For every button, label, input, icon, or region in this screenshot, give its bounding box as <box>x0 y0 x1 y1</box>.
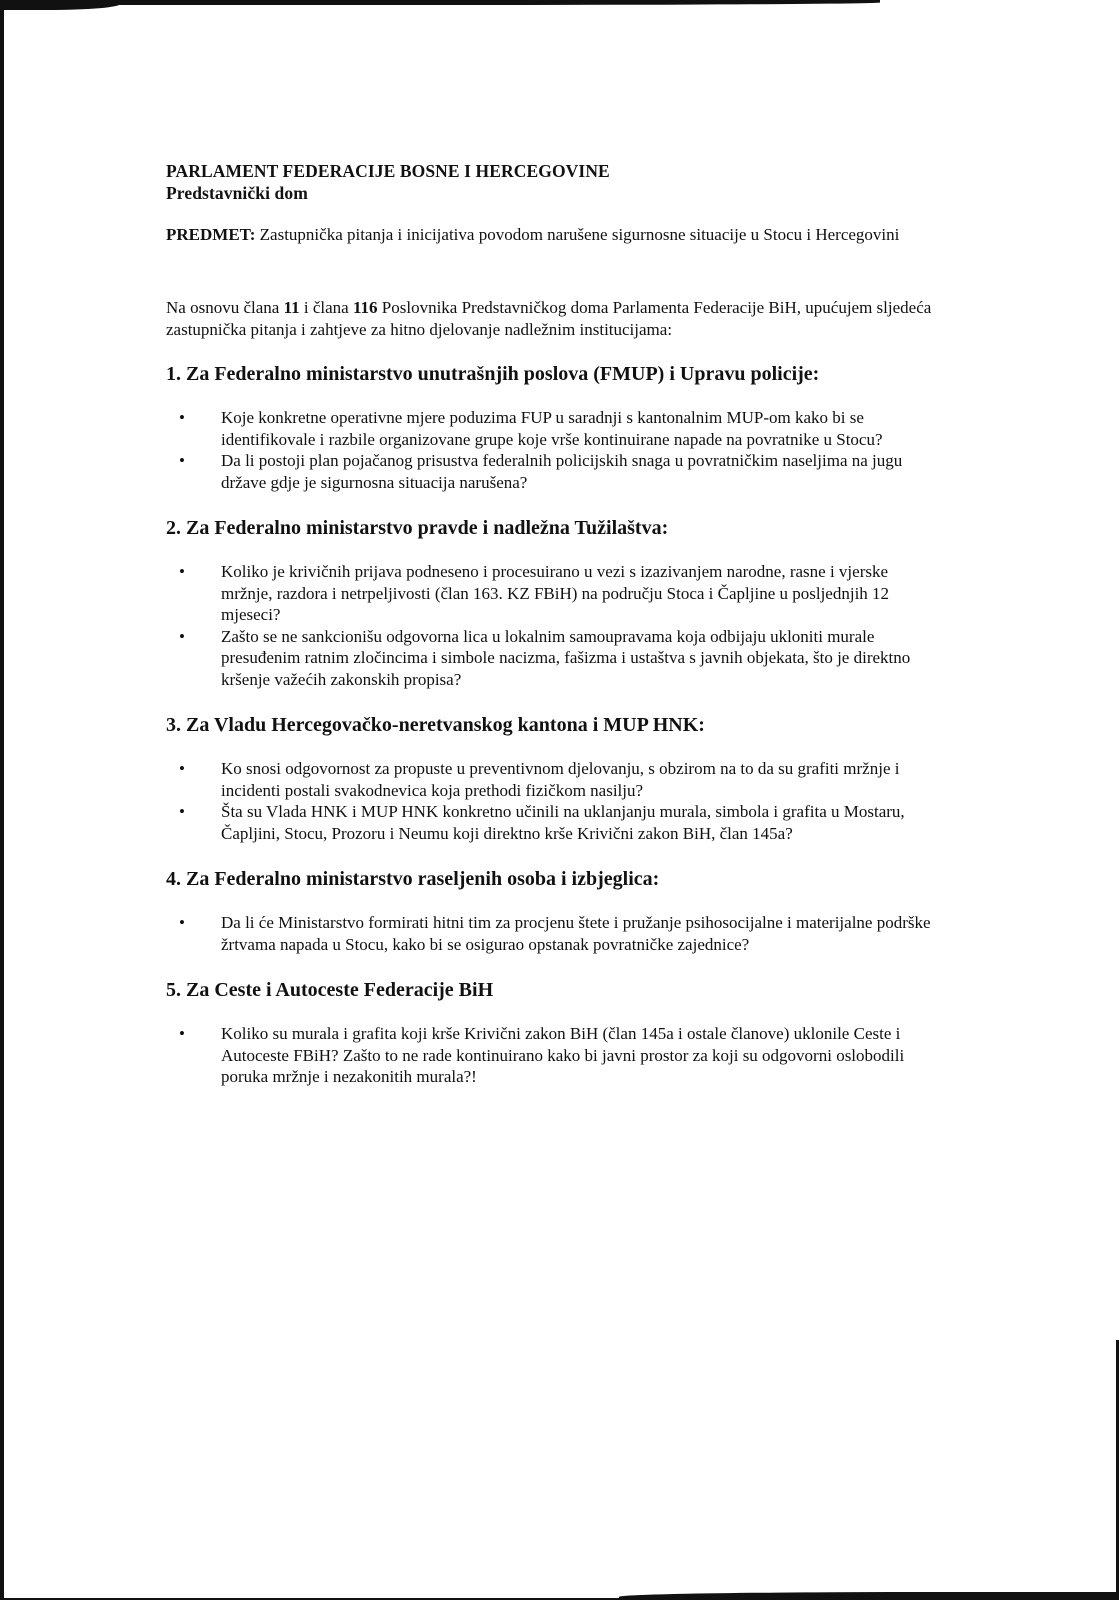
subject-line <box>166 224 936 246</box>
question-item: • Zašto se ne sankcionišu odgovorna lica u lokalnim samoupravama koja odbijaju ukloniti murale presuđenim ratnim zločincima i simbole nacizma, fašizma i ustaštva s javnih objekata, što je direktno kršenje važećih zakonskih propisa? <box>221 626 936 691</box>
section-5 <box>166 977 936 1088</box>
section-3 <box>166 712 936 844</box>
scan-edge-top-corner <box>0 0 120 10</box>
question-list <box>166 561 936 690</box>
question-list <box>166 912 936 955</box>
section-1 <box>166 361 936 493</box>
article-number-2: 116 <box>352 298 378 317</box>
intro-paragraph <box>166 297 936 341</box>
article-number-1: 11 <box>283 298 300 317</box>
document-header <box>166 160 936 204</box>
subject-text: Zastupnička pitanja i inicijativa povodom narušene sigurnosne situacije u Stocu i Hercegovini <box>255 225 900 244</box>
section-2 <box>166 515 936 690</box>
intro-text-2: i člana <box>299 298 353 317</box>
section-heading: 3. Za Vladu Hercegovačko-neretvanskog kantona i MUP HNK: <box>166 714 705 736</box>
house-name: Predstavnički dom <box>166 183 308 203</box>
scan-edge-left <box>0 0 4 1600</box>
question-item: • Da li će Ministarstvo formirati hitni tim za procjenu štete i pružanje psihosocijalne i materijalne podrške žrtvama napada u Stocu, kako bi se osigurao opstanak povratničke zajednice? <box>221 912 936 955</box>
question-list <box>166 758 936 844</box>
question-item: • Šta su Vlada HNK i MUP HNK konkretno učinili na uklanjanju murala, simbola i grafita u Mostaru, Čapljini, Stocu, Prozoru i Neumu koji direktno krše Krivični zakon BiH, član 145a? <box>221 801 936 844</box>
section-heading: 1. Za Federalno ministarstvo unutrašnjih poslova (FMUP) i Upravu policije: <box>166 363 820 385</box>
question-list <box>166 407 936 493</box>
section-heading: 2. Za Federalno ministarstvo pravde i nadležna Tužilaštva: <box>166 517 669 539</box>
scan-edge-top <box>0 0 880 5</box>
question-list <box>166 1023 936 1088</box>
section-heading: 5. Za Ceste i Autoceste Federacije BiH <box>166 979 494 1001</box>
question-item: • Koliko su murala i grafita koji krše Krivični zakon BiH (član 145a i ostale članove) uklonile Ceste i Autoceste FBiH? Zašto to ne rade kontinuirano kako bi javni prostor za koji su odgovorni oslobodili poruka mržnje i nezakonitih murala?! <box>221 1023 936 1088</box>
subject-label: PREDMET: <box>166 225 256 244</box>
section-heading: 4. Za Federalno ministarstvo raseljenih osoba i izbjeglica: <box>166 868 660 890</box>
intro-text-1: Na osnovu člana <box>166 298 284 317</box>
question-item: • Da li postoji plan pojačanog prisustva federalnih policijskih snaga u povratničkim naseljima na jugu države gdje je sigurnosna situacija narušena? <box>221 450 936 493</box>
question-item: • Ko snosi odgovornost za propuste u preventivnom djelovanju, s obzirom na to da su grafiti mržnje i incidenti postali svakodnevica koja prethodi fizičkom nasilju? <box>221 758 936 801</box>
question-item: • Koje konkretne operativne mjere poduzima FUP u saradnji s kantonalnim MUP-om kako bi se identifikovale i razbile organizovane grupe koje vrše kontinuirane napade na povratnike u Stocu? <box>221 407 936 450</box>
intro-text-3: Poslovnika Predstavničkog doma Parlamenta Federacije BiH, upućujem sljedeća zastupnička pitanja i zahtjeve za hitno djelovanje nadležnim institucijama: <box>166 298 932 339</box>
question-item: • Koliko je krivičnih prijava podneseno i procesuirano u vezi s izazivanjem narodne, rasne i vjerske mržnje, razdora i netrpeljivosti (član 163. KZ FBiH) na području Stoca i Čapljine u posljednjih 12 mjeseci? <box>221 561 936 626</box>
document-body <box>166 160 936 1088</box>
organization-name: PARLAMENT FEDERACIJE BOSNE I HERCEGOVINE <box>166 161 610 181</box>
section-4 <box>166 866 936 955</box>
